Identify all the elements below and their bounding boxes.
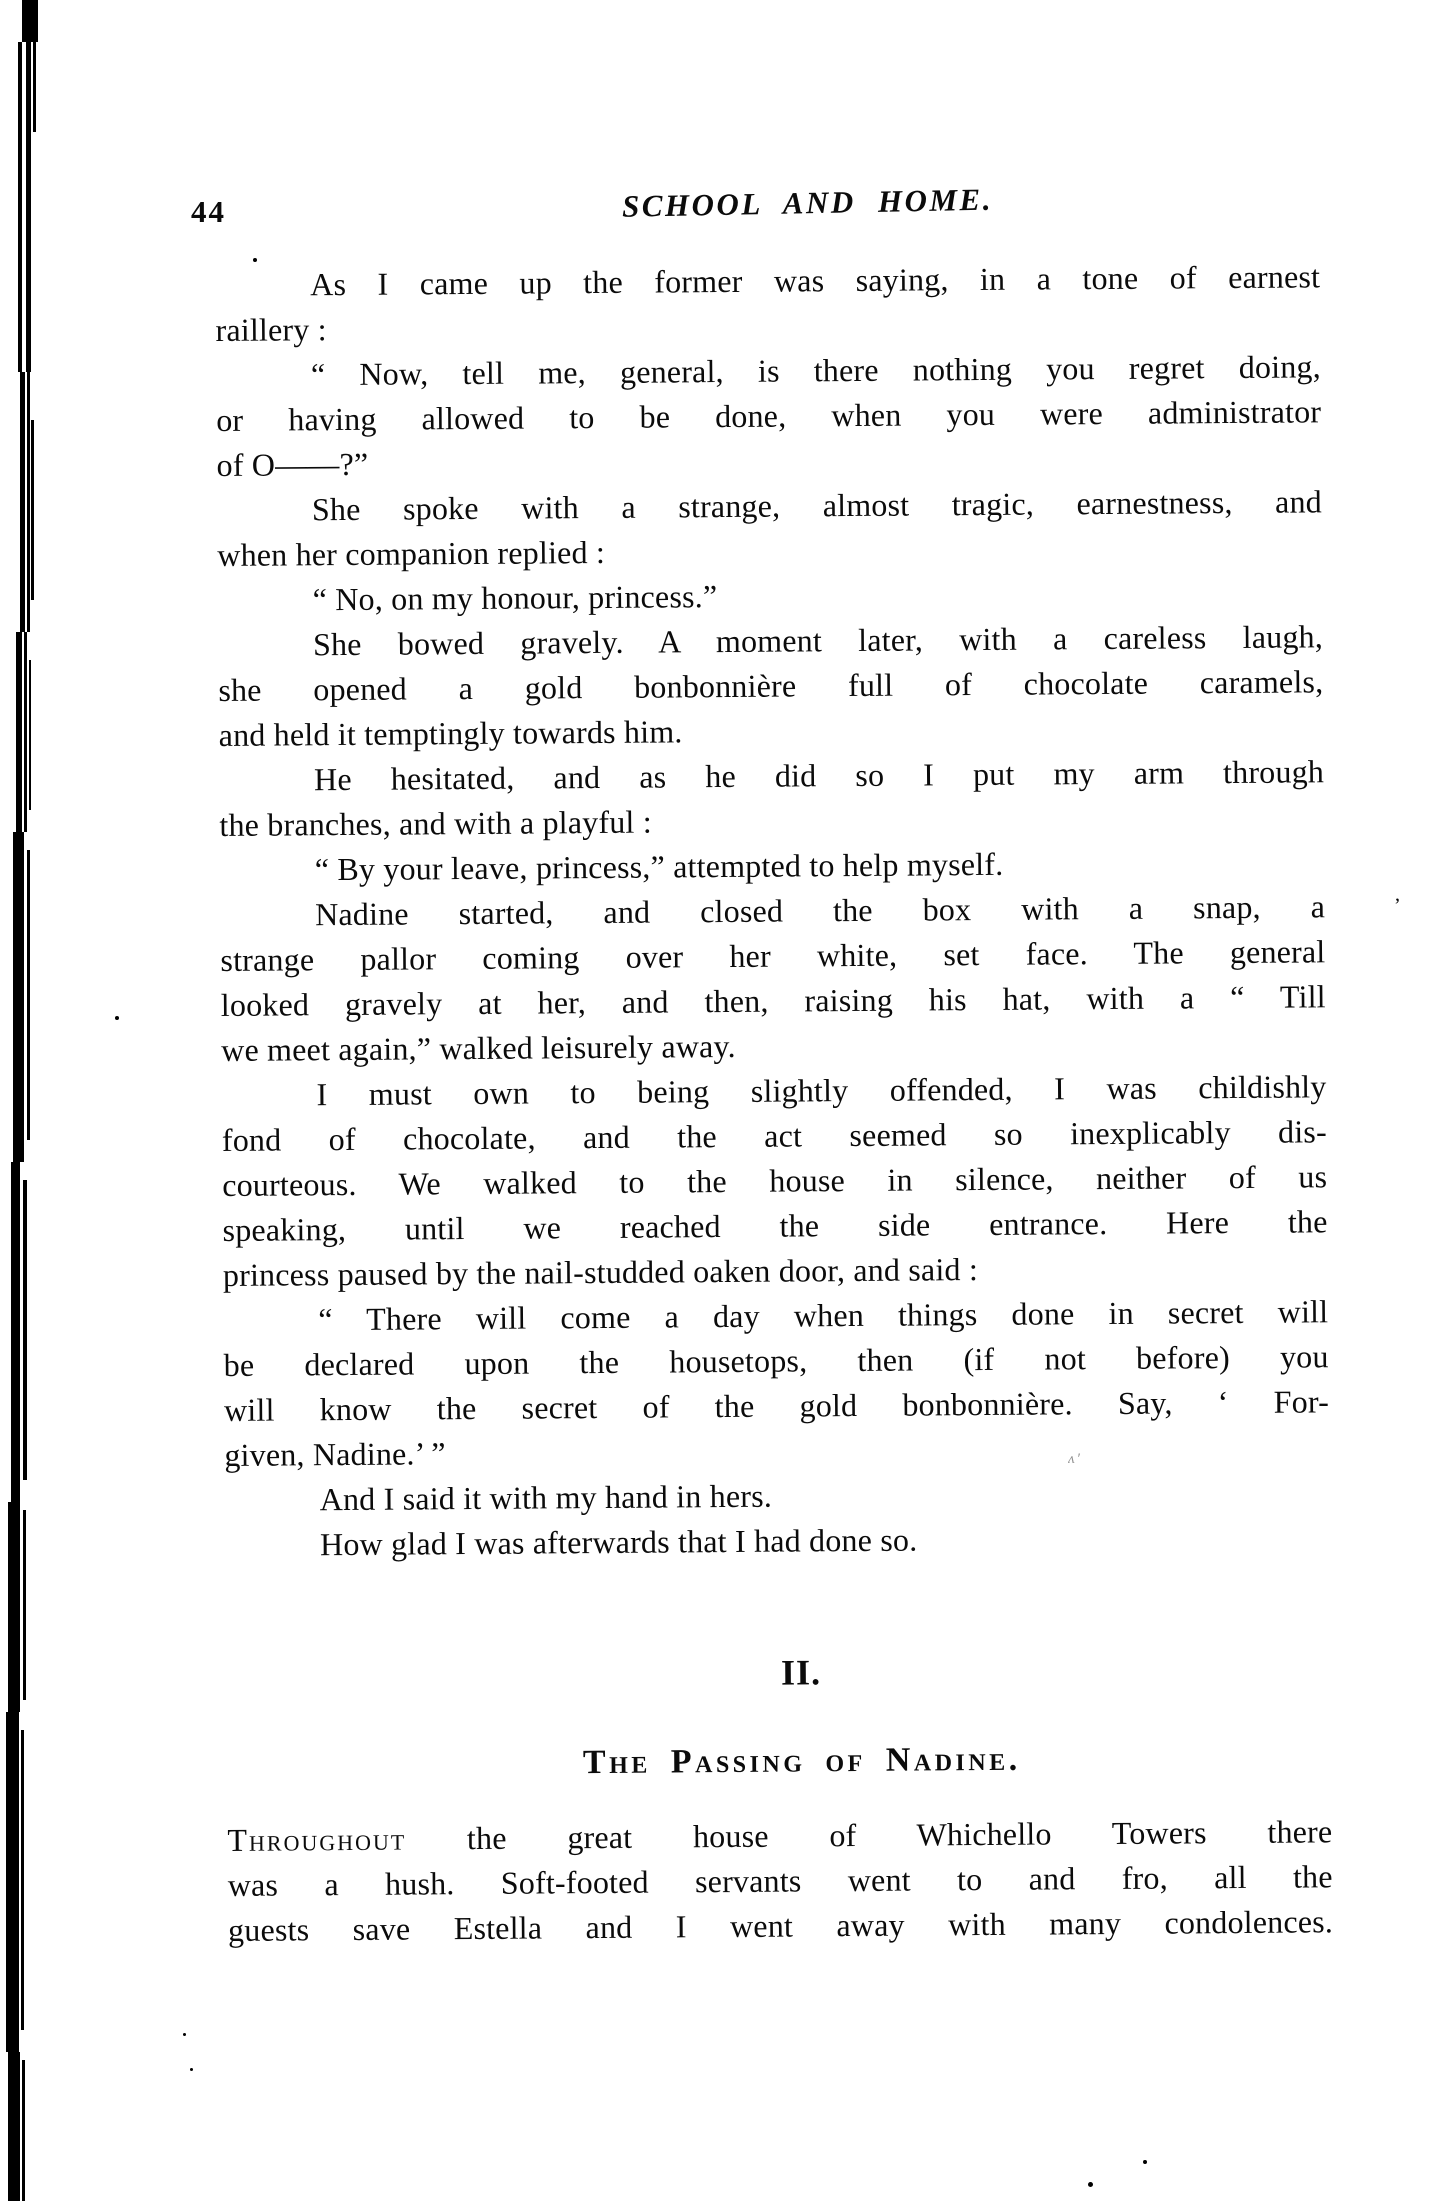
text-line: “ There will come a day when things done in secret will (318, 1293, 1329, 1338)
page-header (191, 181, 1320, 232)
text-line: princess paused by the nail-studded oaken door, and said : (222, 1251, 979, 1293)
ink-smudge: ʌ′ (1068, 1451, 1082, 1467)
text-line: guests save Estella and I went away with many condolences. (227, 1903, 1334, 1948)
text-line: was a hush. Soft-footed servants went to and fro, all the (227, 1858, 1333, 1903)
paragraph (220, 884, 1326, 1073)
text-line: She spoke with a strange, almost tragic, earnestness, and (311, 483, 1323, 528)
paragraph (227, 1809, 1333, 1953)
body-paragraphs (215, 254, 1330, 1568)
text-line: “ Now, tell me, general, is there nothing you regret doing, (310, 348, 1321, 393)
ink-speck (115, 1016, 119, 1020)
closing-paragraphs (227, 1809, 1333, 1953)
section-numeral: II. (780, 1652, 822, 1693)
text-line: raillery : (215, 311, 327, 348)
page-number: 44 (191, 194, 226, 229)
paragraph (219, 749, 1325, 848)
ink-speck (253, 258, 257, 262)
paragraph (225, 1514, 1330, 1568)
ink-comma: ʼ (1394, 895, 1401, 917)
paragraph (217, 479, 1323, 578)
running-title: SCHOOL AND HOME. (621, 181, 994, 224)
paragraph (223, 1289, 1329, 1478)
section-title: The Passing of Nadine. (582, 1740, 1021, 1782)
paragraph (218, 614, 1324, 758)
text-line: fond of chocolate, and the act seemed so inexplicably dis- (221, 1113, 1327, 1158)
text-line: speaking, until we reached the side entrance. Here the (222, 1203, 1328, 1248)
text-line: And I said it with my hand in hers. (319, 1477, 773, 1518)
binding-streaks (0, 0, 48, 2201)
text-line: when her companion replied : (217, 533, 606, 573)
text-line: strange pallor coming over her white, set face. The general (220, 933, 1326, 978)
text-line: we meet again,” walked leisurely away. (221, 1027, 736, 1068)
ink-speck (1088, 2182, 1093, 2187)
ink-speck (1143, 2160, 1147, 2164)
text-line: How glad I was afterwards that I had done so. (319, 1521, 918, 1563)
ink-speck (183, 2033, 186, 2036)
text-line: and held it temptingly towards him. (218, 713, 683, 753)
text-line: the branches, and with a playful : (219, 803, 652, 843)
paragraph (216, 344, 1322, 488)
text-line: “ No, on my honour, princess.” (312, 578, 718, 618)
text-line: of O——?” (216, 445, 369, 483)
text-line: Throughout the great house of Whichello Towers there (227, 1813, 1333, 1858)
text-line: “ By your leave, princess,” attempted to help myself. (314, 845, 1004, 888)
text-line: I must own to being slightly offended, I was childishly (316, 1068, 1327, 1113)
text-line: He hesitated, and as he did so I put my arm through (313, 753, 1325, 798)
ink-speck (190, 2068, 193, 2071)
text-line: she opened a gold bonbonnière full of chocolate caramels, (218, 663, 1324, 708)
text-line: looked gravely at her, and then, raising his hat, with a “ Till (220, 978, 1326, 1023)
text-line: Nadine started, and closed the box with a snap, a (314, 888, 1326, 933)
text-line: given, Nadine.’ ” (224, 1435, 446, 1473)
paragraph (215, 254, 1321, 353)
binding-edge (0, 0, 48, 2201)
text-line: She bowed gravely. A moment later, with a careless laugh, (312, 618, 1324, 663)
paragraph (221, 1064, 1328, 1298)
text-line: courteous. We walked to the house in silence, neither of us (222, 1158, 1328, 1203)
text-line: be declared upon the housetops, then (if not before) you (223, 1338, 1329, 1383)
text-line: will know the secret of the gold bonbonnière. Say, ‘ For- (223, 1383, 1330, 1428)
text-column (215, 254, 1333, 1953)
smallcaps-lead-word: Throughout (227, 1820, 407, 1858)
text-line: As I came up the former was saying, in a tone of earnest (310, 258, 1321, 303)
text-line: or having allowed to be done, when you were administrator (216, 393, 1322, 438)
